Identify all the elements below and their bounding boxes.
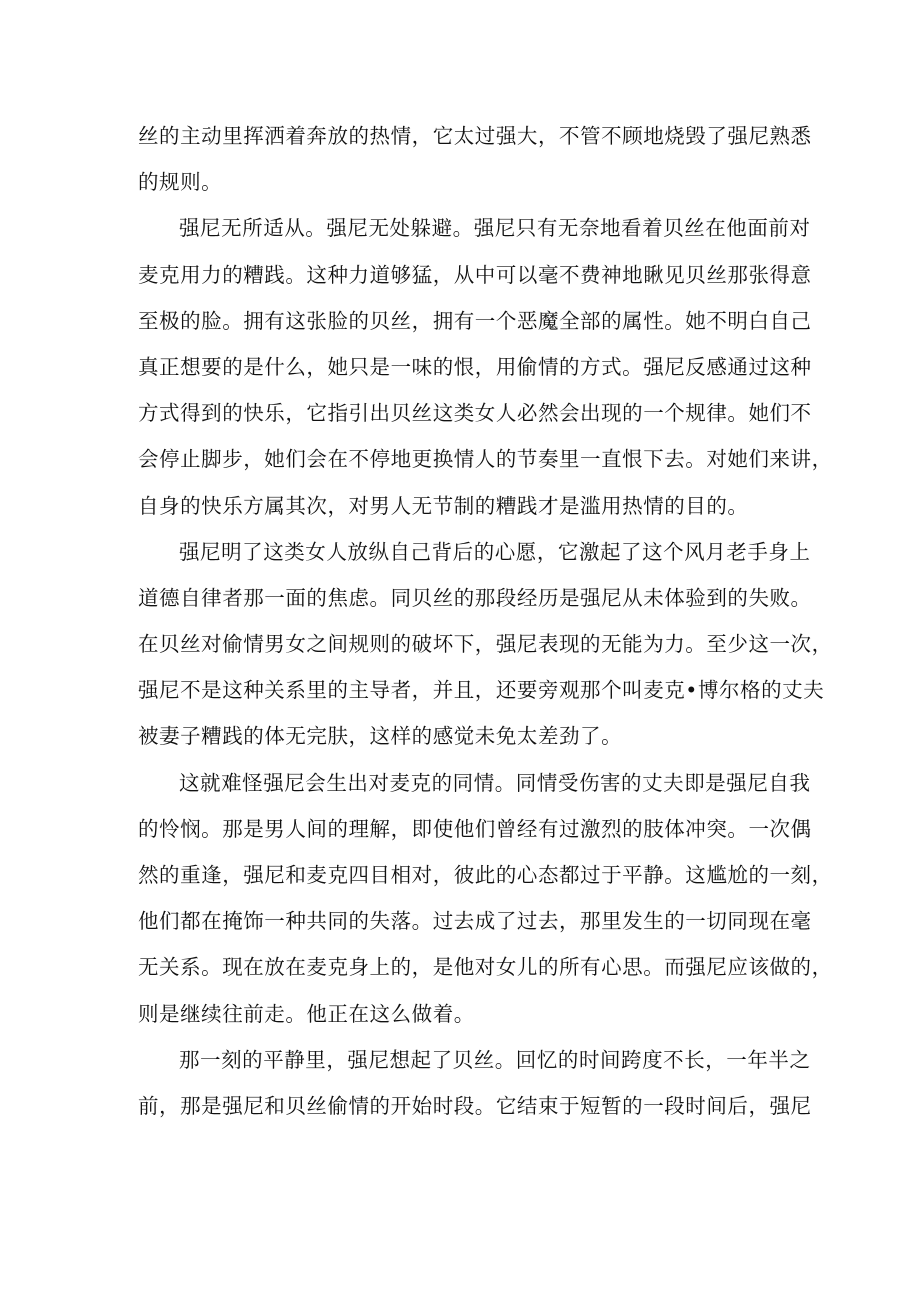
text-line: 丝的主动里挥洒着奔放的热情，它太过强大，不管不顾地烧毁了强尼熟悉 (138, 124, 812, 148)
text-line: 强尼不是这种关系里的主导者，并且，还要旁观那个叫麦克•博尔格的丈夫 (138, 678, 825, 703)
body-text (138, 113, 833, 1129)
paragraph-4 (138, 760, 833, 1037)
text-line: 会停止脚步，她们会在不停地更换情人的节奏里一直恨下去。对她们来讲， (138, 447, 833, 472)
text-line: 真正想要的是什么，她只是一味的恨，用偷情的方式。强尼反感通过这种 (138, 354, 812, 379)
text-line: 这就难怪强尼会生出对麦克的同情。同情受伤害的丈夫即是强尼自我 (179, 770, 811, 795)
text-line: 的规则。 (138, 170, 223, 195)
text-line: 无关系。现在放在麦克身上的，是他对女儿的所有心思。而强尼应该做的， (138, 955, 833, 980)
text-line: 则是继续往前走。他正在这么做着。 (138, 1001, 475, 1026)
text-line: 自身的快乐方属其次，对男人无节制的糟践才是滥用热情的目的。 (138, 493, 749, 518)
paragraph-5 (138, 1037, 812, 1129)
text-line: 前，那是强尼和贝丝偷情的开始时段。它结束于短暂的一段时间后，强尼 (138, 1093, 812, 1118)
text-line: 强尼明了这类女人放纵自己背后的心愿，它激起了这个风月老手身上 (179, 539, 811, 564)
text-line: 的怜悯。那是男人间的理解，即使他们曾经有过激烈的肢体冲突。一次偶 (138, 816, 812, 841)
text-line: 那一刻的平静里，强尼想起了贝丝。回忆的时间跨度不长，一年半之 (179, 1047, 811, 1072)
text-line: 然的重逢，强尼和麦克四目相对，彼此的心态都过于平静。这尴尬的一刻， (138, 863, 833, 887)
text-line: 在贝丝对偷情男女之间规则的破坏下，强尼表现的无能为力。至少这一次， (138, 632, 833, 657)
text-line: 强尼无所适从。强尼无处躲避。强尼只有无奈地看着贝丝在他面前对 (179, 216, 811, 241)
paragraph-3 (138, 529, 833, 760)
text-line: 他们都在掩饰一种共同的失落。过去成了过去，那里发生的一切同现在毫 (138, 909, 812, 934)
paragraph-2 (138, 205, 833, 528)
text-line: 麦克用力的糟践。这种力道够猛，从中可以毫不费神地瞅见贝丝那张得意 (138, 262, 812, 287)
text-line: 被妻子糟践的体无完肤，这样的感觉未免太差劲了。 (138, 724, 623, 749)
text-line: 方式得到的快乐，它指引出贝丝这类女人必然会出现的一个规律。她们不 (138, 401, 812, 426)
text-line: 至极的脸。拥有这张脸的贝丝，拥有一个恶魔全部的属性。她不明白自己 (138, 308, 812, 333)
paragraph-1 (138, 113, 812, 205)
text-line: 道德自律者那一面的焦虑。同贝丝的那段经历是强尼从未体验到的失败。 (138, 585, 812, 610)
